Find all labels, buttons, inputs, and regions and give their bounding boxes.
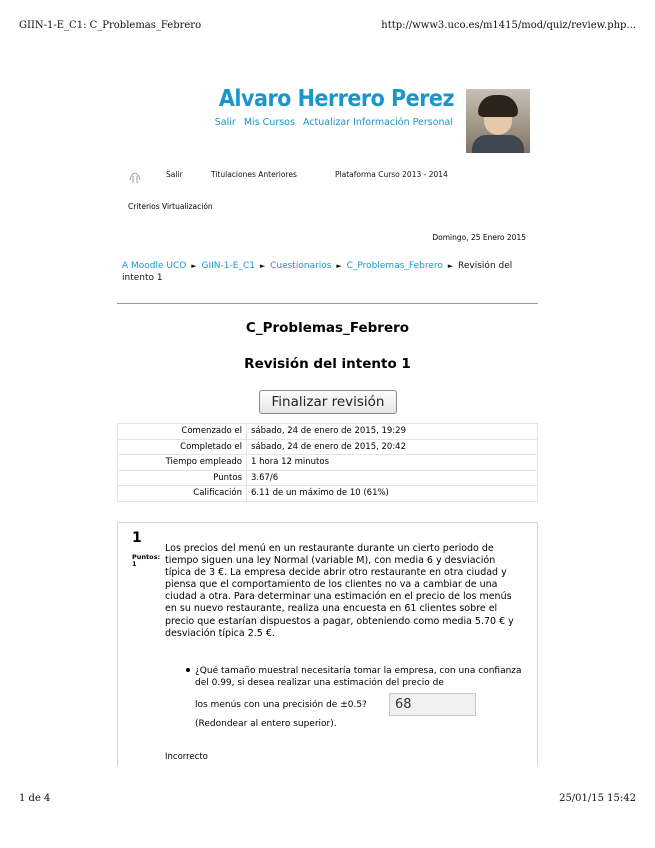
question-result: Incorrecto	[165, 752, 208, 762]
summary-label: Calificación	[118, 486, 247, 502]
attempt-summary-table	[117, 423, 538, 502]
answer-input[interactable]	[389, 693, 476, 716]
bullet-icon	[186, 668, 190, 672]
breadcrumb-link-quiz[interactable]: C_Problemas_Febrero	[346, 261, 443, 271]
divider	[117, 303, 538, 304]
summary-row	[118, 455, 538, 471]
breadcrumb-current: Revisión del intento 1	[122, 261, 513, 283]
summary-value: 3.67/6	[247, 470, 538, 486]
quiz-title: C_Problemas_Febrero	[245, 320, 410, 336]
print-page-url: http://www3.uco.es/m1415/mod/quiz/review.php...	[381, 20, 636, 31]
user-link-actualizar[interactable]: Actualizar Información Personal	[302, 117, 453, 128]
breadcrumb-separator: ►	[336, 262, 342, 270]
nav-item-criterios[interactable]: Criterios Virtualización	[128, 202, 213, 211]
finish-review-button[interactable]: Finalizar revisión	[259, 390, 397, 414]
current-date: Domingo, 25 Enero 2015	[432, 233, 526, 242]
rounding-note: (Redondear al entero superior).	[195, 719, 337, 729]
question-text: Los precios del menú en un restaurante durante un cierto periodo de tiempo siguen una ley Normal (variable M), con media 6 y desviación típica de 3 €. La empresa decide abrir otro restaurante en otra ciudad y piensa que el comportamiento de los clientes no va a cambiar de una ciudad a otra. Para determinar una estimación en el precio de los menús en su nuevo restaurante, realiza una encuesta en 61 clientes sobre el precio que estarían dispuestos a pagar, obteniendo como media 5.70 € y desviación típica 2.5 €.	[165, 543, 514, 639]
print-page-number: 1 de 4	[19, 793, 51, 804]
summary-label: Tiempo empleado	[118, 455, 247, 471]
nav-item-titulaciones[interactable]: Titulaciones Anteriores	[211, 170, 297, 179]
moodle-hat-icon[interactable]	[128, 170, 142, 184]
subquestion-text: ¿Qué tamaño muestral necesitaría tomar la empresa, con una confianza del 0.99, si desea realizar una estimación del precio de	[195, 666, 522, 688]
summary-row	[118, 470, 538, 486]
print-datetime: 25/01/15 15:42	[559, 793, 636, 804]
summary-row	[118, 439, 538, 455]
avatar	[466, 89, 530, 153]
print-page-title: GIIN-1-E_C1: C_Problemas_Febrero	[19, 20, 202, 31]
attempt-title: Revisión del intento 1	[244, 356, 411, 372]
question-number: 1	[132, 530, 142, 546]
nav-item-salir[interactable]: Salir	[166, 170, 183, 179]
answer-label: los menús con una precisión de ±0.5?	[195, 700, 367, 710]
summary-value: sábado, 24 de enero de 2015, 19:29	[247, 424, 538, 440]
user-name: Alvaro Herrero Perez	[218, 86, 454, 112]
breadcrumb	[122, 260, 537, 284]
summary-value: 1 hora 12 minutos	[247, 455, 538, 471]
question-points-label: Puntos:	[132, 553, 161, 561]
summary-value: sábado, 24 de enero de 2015, 20:42	[247, 439, 538, 455]
breadcrumb-link-quizzes[interactable]: Cuestionarios	[270, 261, 332, 271]
breadcrumb-separator: ►	[259, 262, 266, 270]
summary-label: Puntos	[118, 470, 247, 486]
breadcrumb-separator: ►	[447, 262, 454, 270]
question-points	[132, 554, 160, 568]
question-points-value: 1	[132, 560, 137, 568]
breadcrumb-link-course[interactable]: GIIN-1-E_C1	[201, 261, 255, 271]
breadcrumb-link-home[interactable]: A Moodle UCO	[122, 261, 187, 271]
nav-item-plataforma[interactable]: Plataforma Curso 2013 - 2014	[335, 170, 448, 179]
summary-label: Completado el	[118, 439, 247, 455]
breadcrumb-separator: ►	[191, 262, 197, 270]
summary-row	[118, 486, 538, 502]
summary-row	[118, 424, 538, 440]
user-links	[210, 117, 453, 128]
summary-label: Comenzado el	[118, 424, 247, 440]
user-link-mis-cursos[interactable]: Mis Cursos	[243, 117, 295, 128]
user-link-salir[interactable]: Salir	[214, 117, 236, 128]
summary-value: 6.11 de un máximo de 10 (61%)	[247, 486, 538, 502]
